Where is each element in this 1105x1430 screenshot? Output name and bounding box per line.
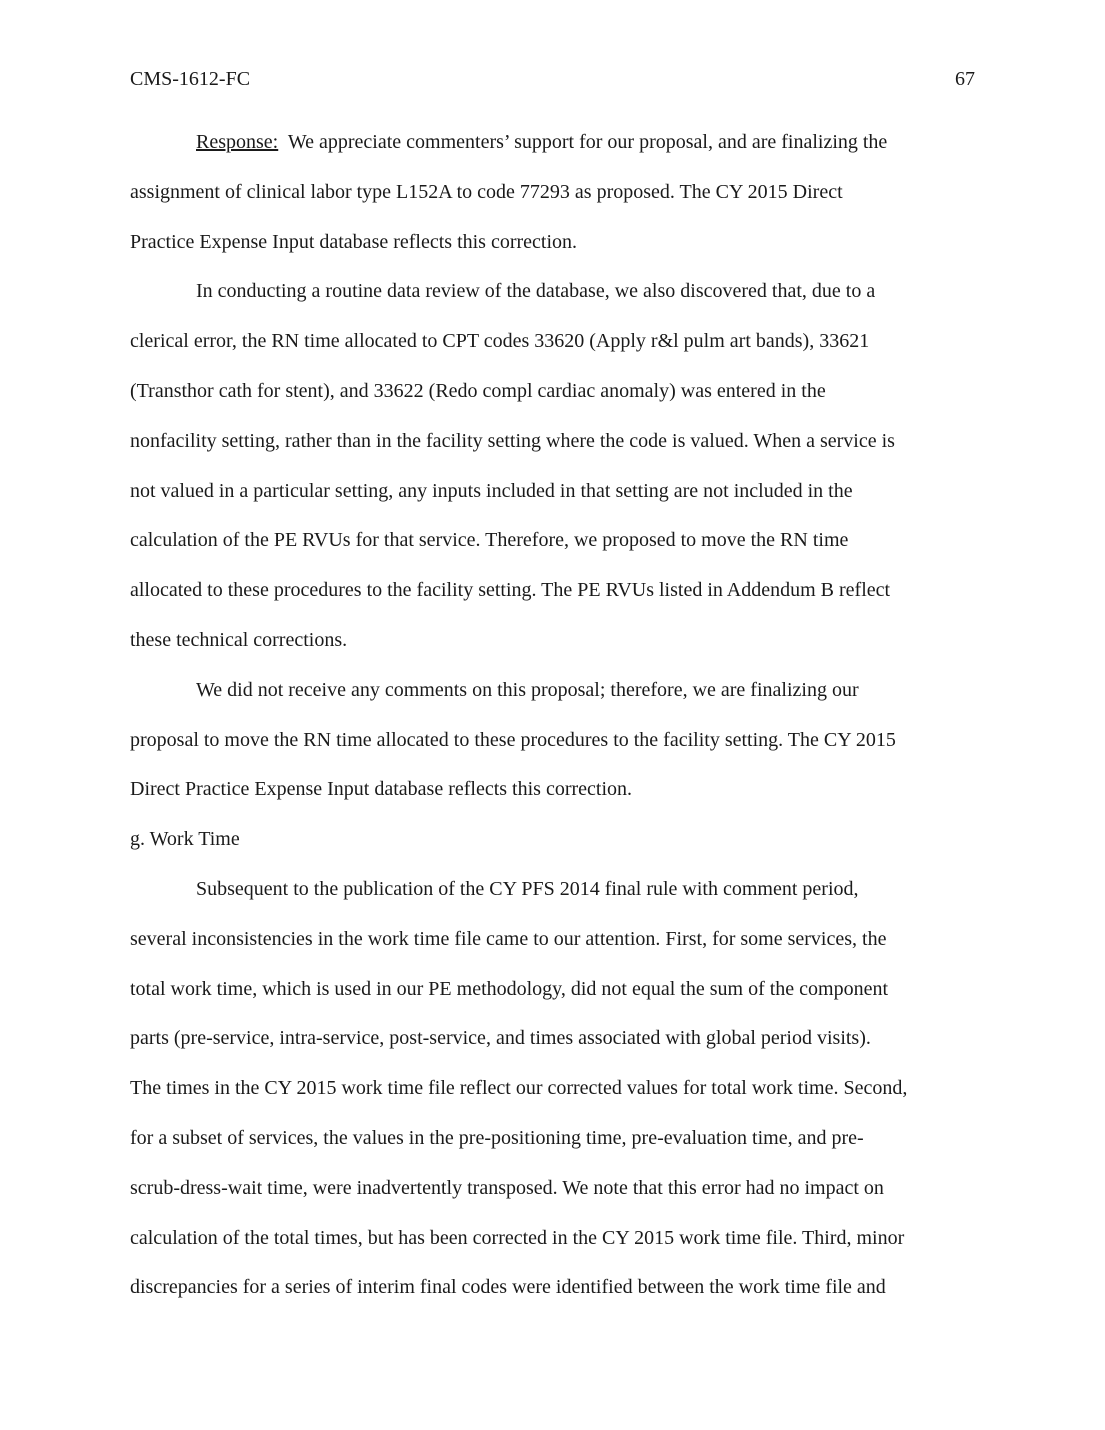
paragraph-line: (Transthor cath for stent), and 33622 (Redo compl cardiac anomaly) was entered in the [130,379,826,402]
paragraph-line: parts (pre-service, intra-service, post-service, and times associated with global period visits). [130,1027,871,1050]
paragraph-line: Direct Practice Expense Input database reflects this correction. [130,778,633,801]
paragraph-line: these technical corrections. [130,628,348,651]
paragraph-line: allocated to these procedures to the facility setting. The PE RVUs listed in Addendum B reflect [130,579,891,602]
line-text: We appreciate commenters’ support for our proposal, and are finalizing the [278,131,888,153]
paragraph-line: not valued in a particular setting, any inputs included in that setting are not included in the [130,479,853,502]
paragraph-line: nonfacility setting, rather than in the facility setting where the code is valued. When a service is [130,429,895,452]
paragraph-line: several inconsistencies in the work time file came to our attention. First, for some services, the [130,927,887,950]
paragraph-line: calculation of the PE RVUs for that service. Therefore, we proposed to move the RN time [130,529,849,552]
paragraph-line: proposal to move the RN time allocated to these procedures to the facility setting. The CY 2015 [130,728,896,751]
document-id: CMS-1612-FC [130,68,251,90]
paragraph-line: scrub-dress-wait time, were inadvertently transposed. We note that this error had no impact on [130,1176,884,1199]
paragraph-line: Subsequent to the publication of the CY PFS 2014 final rule with comment period, [196,877,859,900]
page-header [130,66,975,92]
paragraph-line: discrepancies for a series of interim final codes were identified between the work time file and [130,1276,886,1299]
paragraph-line [130,118,980,168]
paragraph-line: We did not receive any comments on this proposal; therefore, we are finalizing our [196,678,859,701]
paragraph-line: clerical error, the RN time allocated to CPT codes 33620 (Apply r&l pulm art bands), 33621 [130,330,870,353]
paragraph-line: calculation of the total times, but has been corrected in the CY 2015 work time file. Third, minor [130,1226,905,1249]
section-heading: g. Work Time [130,828,240,851]
paragraph-line: Practice Expense Input database reflects this correction. [130,230,578,253]
paragraph-line: The times in the CY 2015 work time file reflect our corrected values for total work time. Second, [130,1077,908,1100]
paragraph-line: total work time, which is used in our PE methodology, did not equal the sum of the component [130,977,889,1000]
paragraph-line: assignment of clinical labor type L152A to code 77293 as proposed. The CY 2015 Direct [130,180,843,203]
paragraph-line: for a subset of services, the values in the pre-positioning time, pre-evaluation time, and pre- [130,1126,864,1149]
response-label: Response: [196,131,279,153]
paragraph-line: In conducting a routine data review of the database, we also discovered that, due to a [196,280,876,303]
page-number: 67 [955,68,975,90]
body-text [130,118,980,1313]
